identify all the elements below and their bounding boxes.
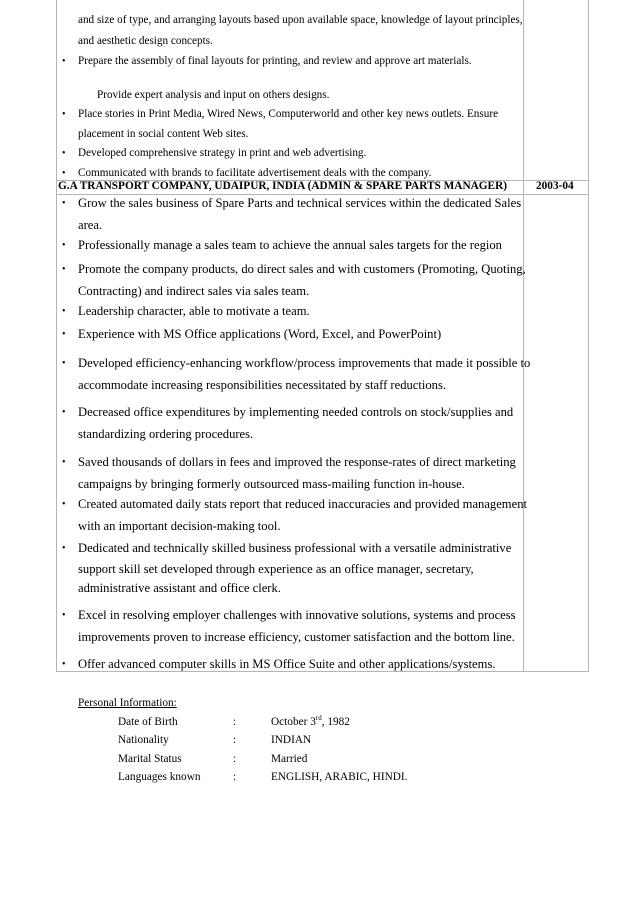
- job-line: support skill set developed through experience as an office manager, secretary,: [78, 562, 474, 576]
- job-line: Offer advanced computer skills in MS Office Suite and other applications/systems.: [78, 657, 496, 671]
- job-line: Developed efficiency-enhancing workflow/process improvements that made it possible to: [78, 356, 531, 370]
- bullet-icon: •: [62, 109, 66, 120]
- job-line: Professionally manage a sales team to achieve the annual sales targets for the region: [78, 238, 502, 252]
- job-line: Contracting) and indirect sales via sales team.: [78, 284, 310, 298]
- job-heading: G.A TRANSPORT COMPANY, UDAIPUR, INDIA (ADMIN & SPARE PARTS MANAGER): [58, 180, 507, 192]
- bullet-icon: •: [62, 499, 66, 510]
- bullet-icon: •: [62, 659, 66, 670]
- job-line: Grow the sales business of Spare Parts and technical services within the dedicated Sales: [78, 196, 522, 210]
- bullet-icon: •: [62, 457, 66, 468]
- marital-sep: :: [233, 753, 237, 765]
- job-line: standardizing ordering procedures.: [78, 427, 254, 441]
- job-line: Experience with MS Office applications (Word, Excel, and PowerPoint): [78, 327, 442, 341]
- top-line: Place stories in Print Media, Wired News, Computerworld and other key news outlets. Ensure: [78, 108, 499, 120]
- personal-info-title: Personal Information:: [78, 697, 177, 709]
- job-line: Saved thousands of dollars in fees and improved the response-rates of direct marketing: [78, 455, 516, 469]
- dob-value: October 3rd, 1982: [271, 714, 350, 728]
- table-divider: [523, 0, 524, 671]
- dob-label: Date of Birth: [118, 716, 178, 728]
- job-line: with an important decision-making tool.: [78, 519, 281, 533]
- job-line: Decreased office expenditures by implementing needed controls on stock/supplies and: [78, 405, 514, 419]
- job-line: Promote the company products, do direct sales and with customers (Promoting, Quoting,: [78, 262, 526, 276]
- bullet-icon: •: [62, 407, 66, 418]
- nationality-sep: :: [233, 734, 237, 746]
- job-line: improvements proven to increase efficiency, customer satisfaction and the bottom line.: [78, 630, 515, 644]
- job-line: campaigns by bringing formerly outsourced mass-mailing function in-house.: [78, 477, 465, 491]
- top-line: and aesthetic design concepts.: [78, 35, 213, 47]
- nationality-value: INDIAN: [271, 734, 312, 746]
- bullet-icon: •: [62, 329, 66, 340]
- top-line: Provide expert analysis and input on others designs.: [97, 89, 330, 101]
- languages-label: Languages known: [118, 771, 201, 783]
- bullet-icon: •: [62, 198, 66, 209]
- top-line: Prepare the assembly of final layouts for printing, and review and approve art materials.: [78, 55, 472, 67]
- bullet-icon: •: [62, 358, 66, 369]
- dob-sep: :: [233, 716, 237, 728]
- bullet-icon: •: [62, 168, 66, 179]
- top-line: and size of type, and arranging layouts based upon available space, knowledge of layout principles,: [78, 14, 523, 26]
- job-line: Leadership character, able to motivate a team.: [78, 304, 310, 318]
- job-line: Excel in resolving employer challenges with innovative solutions, systems and process: [78, 608, 516, 622]
- marital-label: Marital Status: [118, 753, 182, 765]
- bullet-icon: •: [62, 240, 66, 251]
- top-line: placement in social content Web sites.: [78, 128, 249, 140]
- job-line: area.: [78, 218, 103, 232]
- bullet-icon: •: [62, 543, 66, 554]
- job-line: Dedicated and technically skilled business professional with a versatile administrative: [78, 541, 512, 555]
- bullet-icon: •: [62, 610, 66, 621]
- languages-sep: :: [233, 771, 237, 783]
- languages-value: ENGLISH, ARABIC, HINDI.: [271, 771, 408, 783]
- top-line: Developed comprehensive strategy in print and web advertising.: [78, 147, 367, 159]
- job-line: accommodate increasing responsibilities necessitated by staff reductions.: [78, 378, 447, 392]
- top-line: Communicated with brands to facilitate advertisement deals with the company.: [78, 167, 432, 179]
- bullet-icon: •: [62, 306, 66, 317]
- table-right-border: [588, 0, 589, 671]
- bullet-icon: •: [62, 56, 66, 67]
- row-divider-heading: [56, 194, 589, 195]
- bullet-icon: •: [62, 148, 66, 159]
- table-left-border: [56, 0, 57, 671]
- job-line: administrative assistant and office clerk.: [78, 581, 281, 595]
- job-line: Created automated daily stats report that reduced inaccuracies and provided management: [78, 497, 527, 511]
- marital-value: Married: [271, 753, 308, 765]
- bullet-icon: •: [62, 264, 66, 275]
- job-years: 2003-04: [536, 180, 574, 192]
- nationality-label: Nationality: [118, 734, 169, 746]
